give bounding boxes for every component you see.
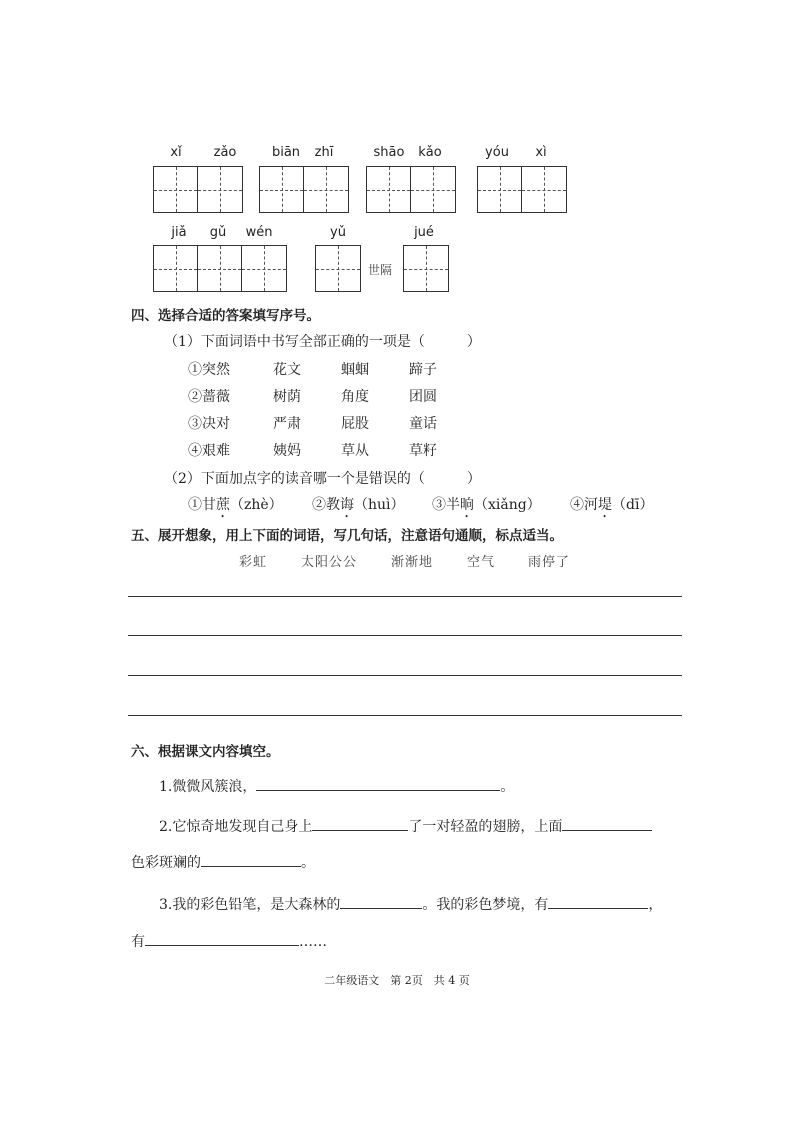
pinyin-label: biān bbox=[271, 145, 301, 160]
option-word: 花文 bbox=[273, 362, 301, 378]
pronunciation-option[interactable] bbox=[570, 494, 653, 521]
fill-text: 。 bbox=[500, 779, 515, 795]
word-bank-item: 渐渐地 bbox=[391, 555, 434, 570]
pinyin-label: zhī bbox=[314, 145, 334, 160]
writing-grid[interactable] bbox=[315, 245, 361, 292]
pronunciation-option[interactable] bbox=[188, 494, 283, 521]
option-label[interactable]: ②蔷薇 bbox=[188, 389, 230, 405]
pinyin-label: shāo bbox=[373, 145, 405, 160]
writing-grid[interactable] bbox=[153, 245, 287, 292]
dotted-character: 蔗 bbox=[216, 497, 230, 513]
fill-blank[interactable] bbox=[312, 816, 408, 831]
option-text: ②教 bbox=[312, 497, 340, 513]
fill-blank[interactable] bbox=[340, 894, 422, 909]
question-1-prompt: （1）下面词语中书写全部正确的一项是（ ） bbox=[164, 334, 481, 350]
section-5-title: 五、展开想象，用上下面的词语，写几句话，注意语句通顺，标点适当。 bbox=[131, 528, 563, 544]
dotted-character: 堤 bbox=[598, 497, 612, 513]
pinyin-label: yóu bbox=[485, 145, 509, 160]
writing-line[interactable] bbox=[128, 635, 682, 636]
writing-grid[interactable] bbox=[477, 166, 567, 213]
option-word: 树荫 bbox=[273, 389, 301, 405]
option-word: 严肃 bbox=[273, 416, 301, 432]
option-pinyin: （dī） bbox=[612, 497, 654, 513]
fill-text: 3.我的彩色铅笔，是大森林的 bbox=[159, 897, 341, 913]
pinyin-label: xì bbox=[535, 145, 547, 160]
writing-line[interactable] bbox=[128, 675, 682, 676]
option-word: 姨妈 bbox=[273, 443, 301, 459]
fill-blank[interactable] bbox=[256, 776, 500, 791]
pronunciation-option[interactable] bbox=[432, 494, 541, 521]
fill-text: 了一对轻盈的翅膀，上面 bbox=[408, 819, 563, 835]
pinyin-label: gǔ bbox=[209, 225, 227, 240]
fill-item-3-continued bbox=[131, 931, 327, 951]
word-bank-item: 太阳公公 bbox=[301, 555, 358, 570]
option-text: ③半 bbox=[432, 497, 460, 513]
fill-text: 有 bbox=[131, 934, 145, 950]
option-word: 角度 bbox=[341, 389, 369, 405]
pinyin-label: yǔ bbox=[330, 225, 346, 240]
fill-blank[interactable] bbox=[562, 816, 652, 831]
pronunciation-option[interactable] bbox=[312, 494, 405, 521]
pinyin-label: jué bbox=[414, 225, 434, 240]
page-footer: 二年级语文 第 2页 共 4 页 bbox=[324, 974, 470, 987]
section-4-title: 四、选择合适的答案填写序号。 bbox=[131, 308, 320, 324]
idiom-middle-text: 世隔 bbox=[368, 263, 393, 277]
option-word: 草籽 bbox=[409, 443, 437, 459]
word-bank-item: 雨停了 bbox=[528, 555, 571, 570]
writing-grid[interactable] bbox=[403, 245, 449, 292]
fill-text: 1.微微风簇浪， bbox=[159, 779, 257, 795]
writing-grid[interactable] bbox=[366, 166, 456, 213]
writing-grid[interactable] bbox=[259, 166, 349, 213]
option-word: 蝈蝈 bbox=[341, 362, 369, 378]
fill-text: 。我的彩色梦境，有 bbox=[422, 897, 549, 913]
word-bank-item: 空气 bbox=[467, 555, 496, 570]
pinyin-label: wén bbox=[245, 225, 273, 240]
writing-line[interactable] bbox=[128, 715, 682, 716]
fill-blank[interactable] bbox=[548, 894, 648, 909]
option-pinyin: （xiǎng） bbox=[474, 497, 541, 513]
pinyin-label: zǎo bbox=[213, 145, 237, 160]
fill-text: 色彩斑斓的 bbox=[131, 855, 201, 871]
fill-text: 。 bbox=[301, 855, 315, 871]
fill-item-3 bbox=[159, 894, 662, 914]
pinyin-label: kǎo bbox=[418, 145, 442, 160]
fill-blank[interactable] bbox=[145, 931, 299, 946]
option-word: 童话 bbox=[409, 416, 437, 432]
word-bank-item: 彩虹 bbox=[239, 555, 268, 570]
dotted-character: 晌 bbox=[460, 497, 474, 513]
pinyin-label: jiǎ bbox=[171, 225, 187, 240]
option-label[interactable]: ①突然 bbox=[188, 362, 230, 378]
option-word: 屁股 bbox=[341, 416, 369, 432]
option-label[interactable]: ③决对 bbox=[188, 416, 230, 432]
writing-grid[interactable] bbox=[153, 166, 243, 213]
option-word: 团圆 bbox=[409, 389, 437, 405]
option-text: ④河 bbox=[570, 497, 598, 513]
fill-text: ， bbox=[648, 897, 663, 913]
writing-line[interactable] bbox=[128, 596, 682, 597]
fill-blank[interactable] bbox=[201, 852, 301, 867]
option-label[interactable]: ④艰难 bbox=[188, 443, 230, 459]
option-pinyin: （huì） bbox=[354, 497, 405, 513]
fill-item-2-continued bbox=[131, 852, 315, 872]
dotted-character: 诲 bbox=[340, 497, 354, 513]
option-word: 蹄子 bbox=[409, 362, 437, 378]
fill-text: …… bbox=[299, 934, 327, 950]
fill-text: 2.它惊奇地发现自己身上 bbox=[159, 819, 313, 835]
question-2-prompt: （2）下面加点字的读音哪一个是错误的（ ） bbox=[164, 471, 481, 487]
fill-item-2 bbox=[159, 816, 652, 836]
fill-item-1 bbox=[159, 776, 514, 796]
section-6-title: 六、根据课文内容填空。 bbox=[131, 744, 280, 760]
option-text: ①甘 bbox=[188, 497, 216, 513]
pinyin-label: xǐ bbox=[170, 145, 182, 160]
option-word: 草从 bbox=[341, 443, 369, 459]
option-pinyin: （zhè） bbox=[230, 497, 283, 513]
